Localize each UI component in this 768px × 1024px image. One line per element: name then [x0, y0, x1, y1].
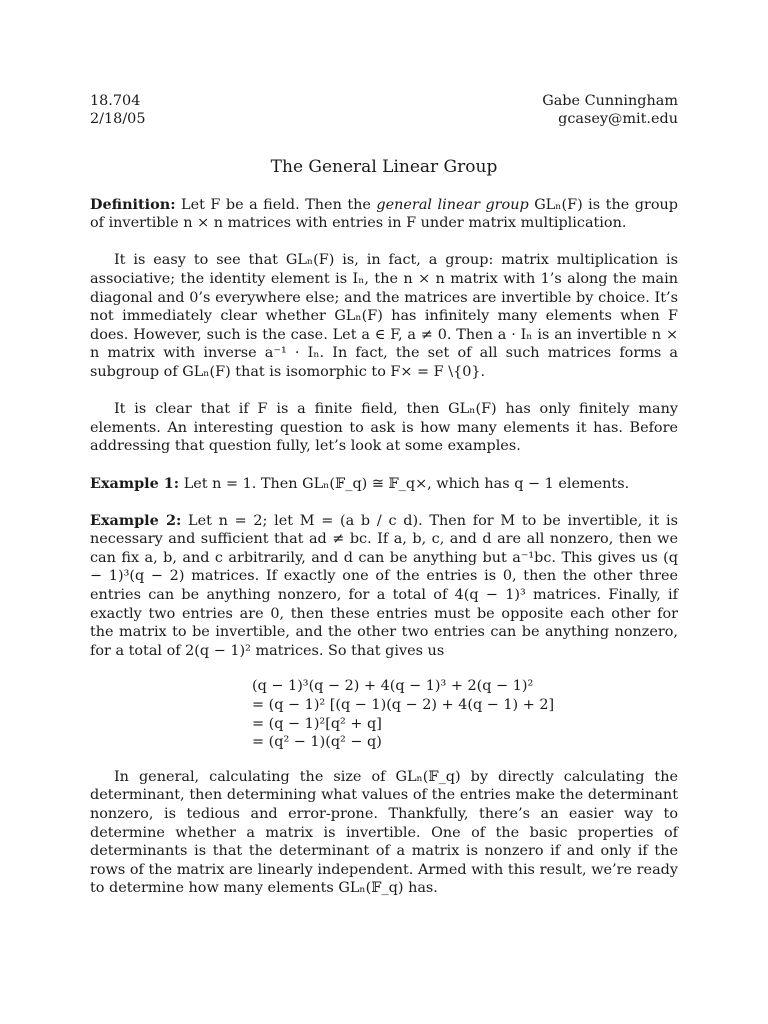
definition-text-post: GLₙ(F) is the group of invertible n × n matrices with entries in F under matrix multiplication. — [90, 196, 678, 232]
equation-block — [252, 677, 678, 751]
example-2-text: Let n = 2; let M = (a b / c d). Then for M to be invertible, it is necessary and sufficient that ad ≠ bc. If a, b, c, and d are all nonzero, then we can fix a, b, and c arbitrarily, and d can be anything but a⁻¹bc. This gives us (q − 1)³(q − 2) matrices. If exactly one of the entries is 0, then the other three entries can be anything nonzero, for a total of 4(q − 1)³ matrices. Finally, if exactly two entries are 0, then these entries must be opposite each other for the matrix to be invertible, and the other two entries can be anything nonzero, for a total of 2(q − 1)² matrices. So that gives us — [90, 512, 678, 659]
definition-term: general linear group — [376, 196, 529, 213]
course-number: 18.704 — [90, 93, 141, 109]
example-2-label: Example 2: — [90, 511, 182, 529]
document-header — [90, 92, 678, 128]
definition-label: Definition: — [90, 195, 176, 213]
author-email: gcasey@mit.edu — [558, 111, 678, 127]
definition-text-pre: Let F be a field. Then the — [175, 196, 377, 213]
equation-line-2: = (q − 1)² [(q − 1)(q − 2) + 4(q − 1) + 2] — [252, 697, 555, 714]
document-page — [90, 92, 678, 898]
closing-paragraph: In general, calculating the size of GLₙ(𝔽_q) by directly calculating the determinant, then determining what values of the entries make the determinant nonzero, is tedious and error-prone. Thankfully, there’s an easier way to determine whether a matrix is invertible. One of the basic properties of determinants is that the determinant of a matrix is nonzero if and only if the rows of the matrix are linearly independent. Armed with this result, we’re ready to determine how many elements GLₙ(𝔽_q) has. — [90, 768, 678, 897]
equation-line-4: = (q² − 1)(q² − q) — [252, 734, 382, 751]
example-2-paragraph — [90, 512, 678, 661]
header-right — [542, 92, 678, 128]
equation-line-1: (q − 1)³(q − 2) + 4(q − 1)³ + 2(q − 1)² — [252, 678, 534, 695]
document-date: 2/18/05 — [90, 111, 146, 127]
document-title: The General Linear Group — [270, 157, 498, 177]
definition-paragraph — [90, 196, 678, 233]
equation-line-3: = (q − 1)²[q² + q] — [252, 715, 382, 732]
example-1-label: Example 1: — [90, 474, 180, 492]
author-name: Gabe Cunningham — [542, 93, 678, 109]
example-1-text: Let n = 1. Then GLₙ(𝔽_q) ≅ 𝔽_q×, which has q − 1 elements. — [179, 475, 630, 492]
example-1-paragraph — [90, 475, 678, 494]
header-left — [90, 92, 145, 128]
paragraph-finite-field: It is clear that if F is a finite field, then GLₙ(F) has only finitely many elements. An interesting question to ask is how many elements it has. Before addressing that question fully, let’s look at some examples. — [90, 401, 678, 455]
paragraph-group-property: It is easy to see that GLₙ(F) is, in fact, a group: matrix multiplication is associative; the identity element is Iₙ, the n × n matrix with 1’s along the main diagonal and 0’s everywhere else; and the matrices are invertible by choice. It’s not immediately clear whether GLₙ(F) has infinitely many elements when F does. However, such is the case. Let a ∈ F, a ≠ 0. Then a · Iₙ is an invertible n × n matrix with inverse a⁻¹ · Iₙ. In fact, the set of all such matrices forms a subgroup of GLₙ(F) that is isomorphic to F× = F \{0}. — [90, 252, 678, 380]
